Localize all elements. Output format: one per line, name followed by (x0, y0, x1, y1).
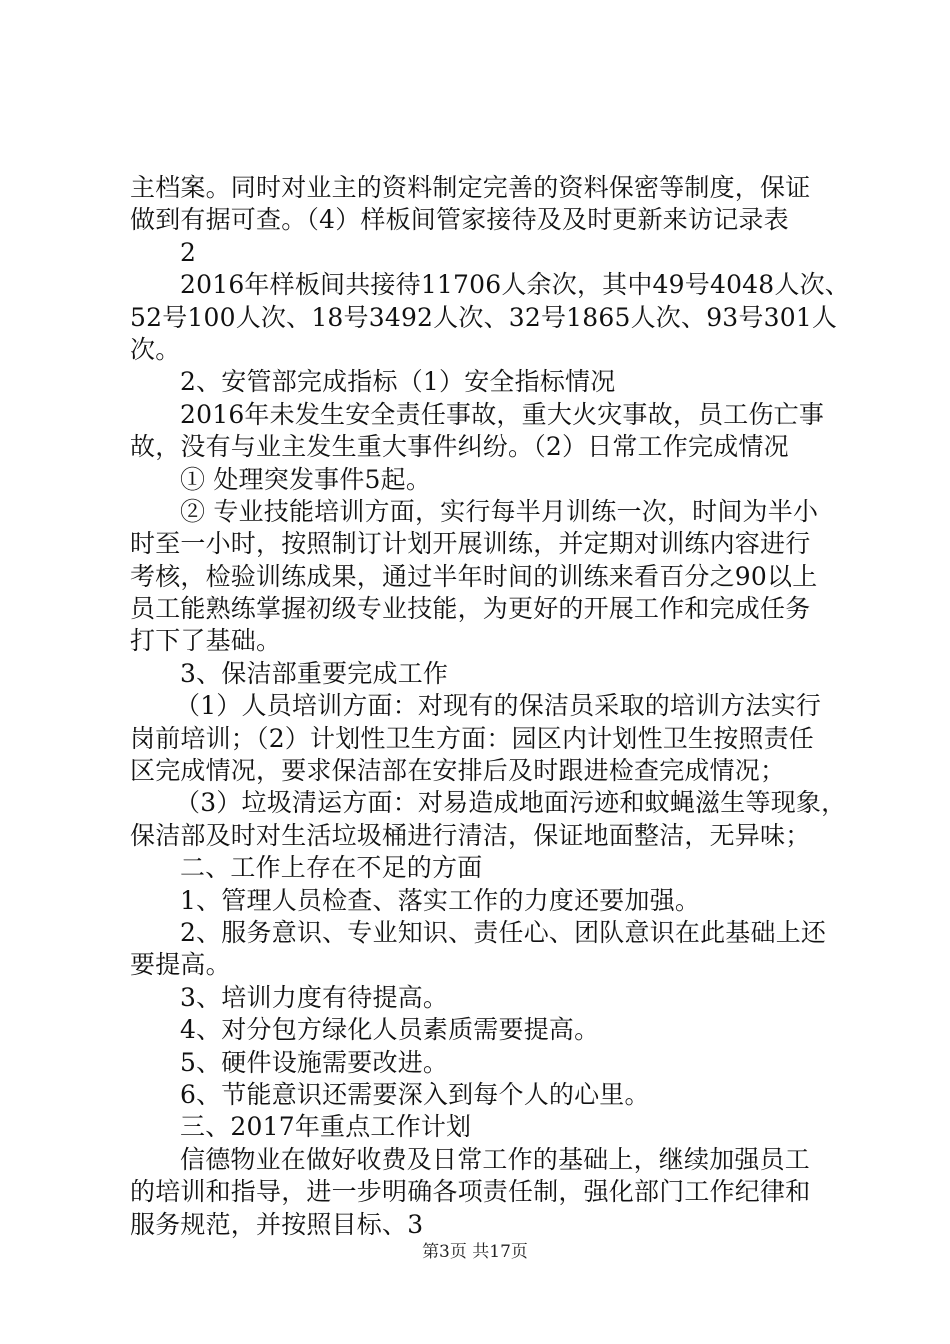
text-line: 区完成情况，要求保洁部在安排后及时跟进检查完成情况； (130, 756, 786, 786)
text-line: 考核，检验训练成果，通过半年时间的训练来看百分之90以上 (130, 561, 818, 591)
document-body (130, 172, 850, 1241)
text-line: 时至一小时，按照制订计划开展训练，并定期对训练内容进行 (130, 529, 811, 559)
list-item: 6、节能意识还需要深入到每个人的心里。 (180, 1079, 650, 1109)
section-heading: 二、工作上存在不足的方面 (180, 853, 483, 883)
list-item: 4、对分包方绿化人员素质需要提高。 (180, 1015, 600, 1045)
text-line: 信德物业在做好收费及日常工作的基础上，继续加强员工 (180, 1144, 811, 1174)
text-line: 做到有据可查。（4）样板间管家接待及及时更新来访记录表 (130, 205, 789, 235)
list-item: 1、管理人员检查、落实工作的力度还要加强。 (180, 885, 701, 915)
list-item: ① 处理突发事件5起。 (180, 464, 432, 494)
list-item: （1）人员培训方面：对现有的保洁员采取的培训方法实行 (175, 691, 822, 721)
text-line: 故，没有与业主发生重大事件纠纷。（2）日常工作完成情况 (130, 432, 789, 462)
text-line: 52号100人次、18号3492人次、32号1865人次、93号301人 (130, 302, 838, 332)
text-line: 要提高。 (130, 950, 231, 980)
text-line: 主档案。同时对业主的资料制定完善的资料保密等制度，保证 (130, 173, 811, 202)
text-line: 次。 (130, 334, 181, 364)
text-line: 的培训和指导，进一步明确各项责任制，强化部门工作纪律和 (130, 1177, 811, 1207)
text-line: 保洁部及时对生活垃圾桶进行清洁，保证地面整洁，无异味； (130, 820, 811, 850)
text-line: 2 (180, 237, 197, 267)
list-item: （3）垃圾清运方面：对易造成地面污迹和蚊蝇滋生等现象， (175, 788, 847, 818)
list-item: 5、硬件设施需要改进。 (180, 1047, 449, 1077)
text-line: 2016年样板间共接待11706人余次，其中49号4048人次、 (180, 270, 850, 300)
section-heading: 三、2017年重点工作计划 (180, 1112, 472, 1142)
list-item: 2、服务意识、专业知识、责任心、团队意识在此基础上还 (180, 917, 827, 947)
list-item: ② 专业技能培训方面，实行每半月训练一次，时间为半小 (180, 496, 819, 526)
text-line: 服务规范，并按照目标、3 (130, 1209, 424, 1239)
list-item: 3、培训力度有待提高。 (180, 982, 449, 1012)
text-line: 员工能熟练掌握初级专业技能，为更好的开展工作和完成任务 (130, 594, 811, 624)
text-line: 打下了基础。 (130, 626, 282, 656)
page-footer: 第3页 共17页 (422, 1242, 528, 1262)
section-heading: 2、安管部完成指标（1）安全指标情况 (180, 367, 616, 397)
section-heading: 3、保洁部重要完成工作 (180, 658, 449, 688)
text-line: 2016年未发生安全责任事故，重大火灾事故，员工伤亡事 (180, 399, 825, 429)
text-line: 岗前培训；（2）计划性卫生方面：园区内计划性卫生按照责任 (130, 723, 815, 753)
